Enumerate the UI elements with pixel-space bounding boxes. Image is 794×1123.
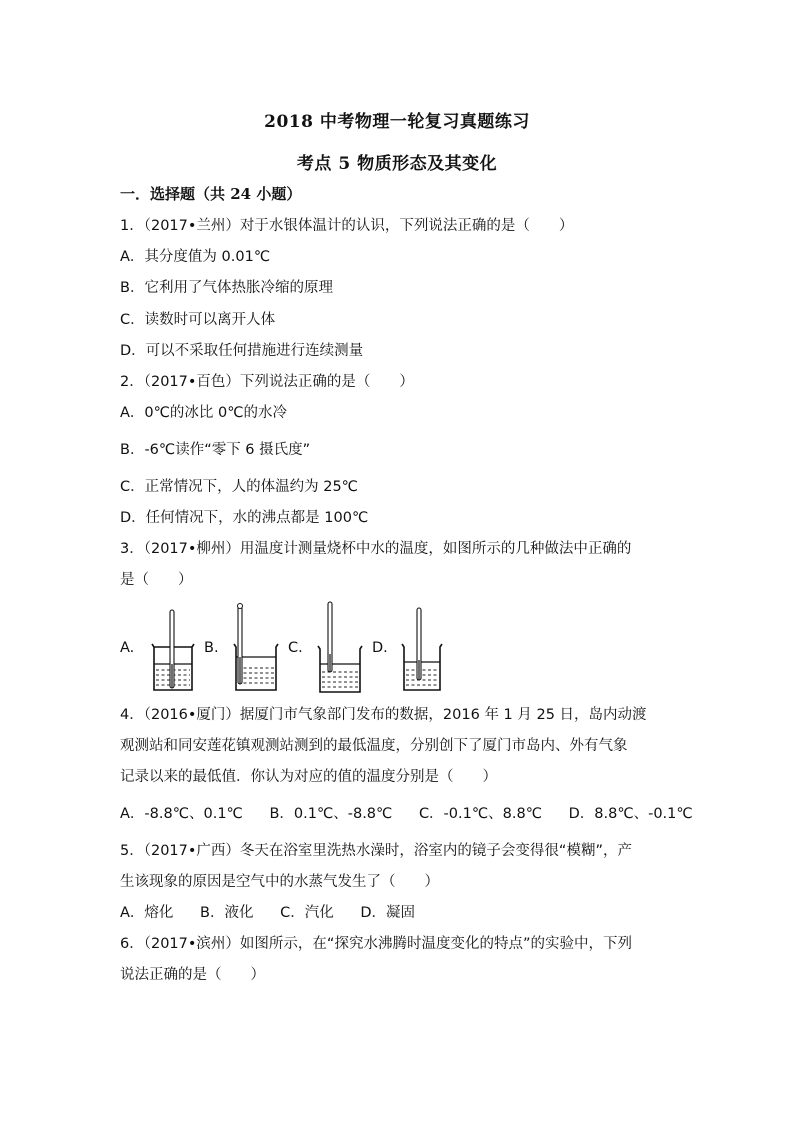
question-5-option-a: A．熔化 xyxy=(120,905,174,921)
page-title: 2018 中考物理一轮复习真题练习 xyxy=(264,112,530,132)
question-6-stem-line-1: 6．（2017•滨州）如图所示，在“探究水沸腾时温度变化的特点”的实验中，下列 xyxy=(120,936,632,952)
question-5-option-d: D．凝固 xyxy=(360,905,415,921)
figure-label-b: B. xyxy=(204,640,219,656)
question-6-stem-line-2: 说法正确的是（ ） xyxy=(120,967,265,983)
figure-label-a: A. xyxy=(120,640,135,656)
question-4-stem-line-3: 记录以来的最低值．你认为对应的值的温度分别是（ ） xyxy=(120,769,497,785)
question-2-option-a: A．0℃的冰比 0℃的水冷 xyxy=(120,405,288,421)
question-2-option-b: B．-6℃读作“零下 6 摄氏度” xyxy=(120,442,311,458)
figure-label-d: D. xyxy=(372,640,388,656)
question-4-option-a: A．-8.8℃、0.1℃ xyxy=(120,806,243,822)
section-heading: 一．选择题（共 24 小题） xyxy=(120,185,302,203)
question-1-option-d: D．可以不采取任何措施进行连续测量 xyxy=(120,343,364,359)
question-3-stem-line-2: 是（ ） xyxy=(120,572,193,588)
question-4-stem-line-1: 4．（2016•厦门）据厦门市气象部门发布的数据，2016 年 1 月 25 日，岛内动渡 xyxy=(120,707,647,723)
question-5-stem-line-2: 生该现象的原因是空气中的水蒸气发生了（ ） xyxy=(120,874,439,890)
question-2-option-c: C．正常情况下，人的体温约为 25℃ xyxy=(120,479,358,495)
question-4-option-d: D．8.8℃、-0.1℃ xyxy=(568,806,693,822)
question-5-stem-line-1: 5．（2017•广西）冬天在浴室里洗热水澡时，浴室内的镜子会变得很“模糊”，产 xyxy=(120,843,632,859)
question-2-stem: 2．（2017•百色）下列说法正确的是（ ） xyxy=(120,374,414,390)
page-subtitle: 考点 5 物质形态及其变化 xyxy=(296,154,498,174)
beaker-diagram-c xyxy=(314,598,366,694)
question-1-option-b: B．它利用了气体热胀冷缩的原理 xyxy=(120,280,333,296)
question-4-option-b: B．0.1℃、-8.8℃ xyxy=(269,806,393,822)
question-4-option-c: C．-0.1℃、8.8℃ xyxy=(418,806,542,822)
question-4-stem-line-2: 观测站和同安莲花镇观测站测到的最低温度，分别创下了厦门市岛内、外有气象 xyxy=(120,738,628,754)
question-3-stem-line-1: 3．（2017•柳州）用温度计测量烧杯中水的温度，如图所示的几种做法中正确的 xyxy=(120,541,632,557)
beaker-diagram-d xyxy=(398,604,446,692)
figure-label-c: C. xyxy=(288,640,303,656)
question-4-options xyxy=(120,804,693,824)
question-2-option-d: D．任何情况下，水的沸点都是 100℃ xyxy=(120,510,369,526)
question-5-option-c: C．汽化 xyxy=(280,905,334,921)
beaker-diagram-a xyxy=(148,604,198,692)
question-1-option-c: C．读数时可以离开人体 xyxy=(120,312,276,328)
question-5-options xyxy=(120,903,415,923)
beaker-diagram-b xyxy=(230,602,280,692)
question-5-option-b: B．液化 xyxy=(200,905,254,921)
question-1-option-a: A．其分度值为 0.01℃ xyxy=(120,249,271,265)
question-1-stem: 1．（2017•兰州）对于水银体温计的认识，下列说法正确的是（ ） xyxy=(120,218,574,234)
